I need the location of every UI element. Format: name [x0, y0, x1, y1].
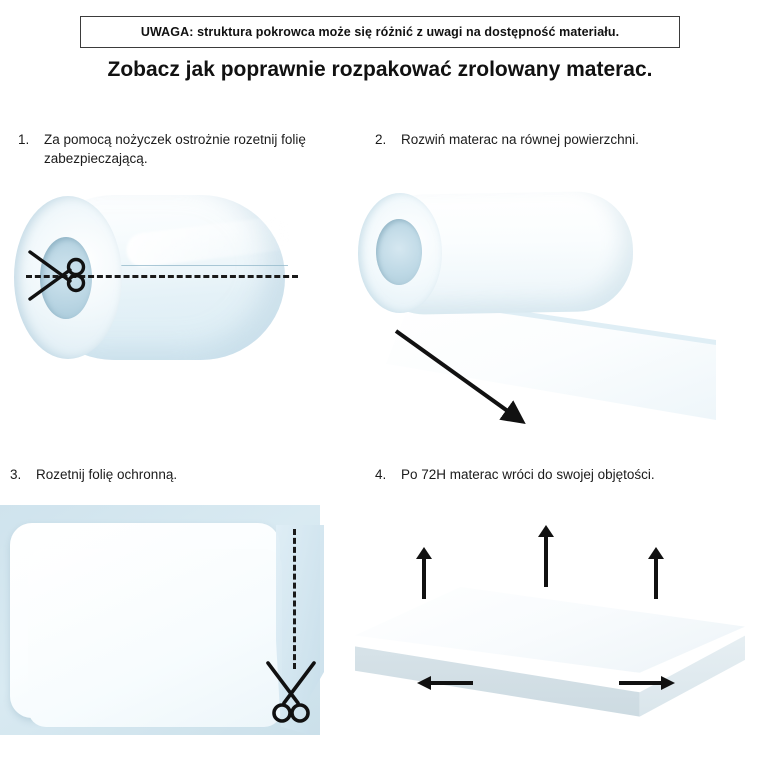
step-3-illustration	[0, 505, 345, 755]
step-1-caption	[18, 130, 348, 168]
step-3-caption	[10, 465, 340, 484]
step-4-text: Po 72H materac wróci do swojej objętości.	[401, 467, 655, 482]
step-3-number: 3.	[10, 467, 22, 482]
step-1-text: Za pomocą nożyczek ostrożnie rozetnij folię zabezpieczającą.	[44, 132, 306, 166]
step-2-caption	[375, 130, 715, 149]
mattress-inner-panel	[28, 549, 282, 727]
arrow-right-icon	[617, 673, 677, 698]
step-2-text: Rozwiń materac na równej powierzchni.	[401, 132, 639, 147]
page-title: Zobacz jak poprawnie rozpakować zrolowany materac.	[107, 58, 653, 81]
scissors-icon	[258, 655, 328, 730]
step-2-number: 2.	[375, 132, 387, 147]
arrow-diagonal-down-icon	[390, 325, 540, 440]
step-4-illustration	[345, 505, 760, 755]
arrow-up-icon	[645, 545, 667, 606]
scissors-icon	[24, 247, 86, 310]
notice-text: UWAGA: struktura pokrowca może się różnić z uwagi na dostępność materiału.	[140, 25, 620, 39]
step-4-caption	[375, 465, 735, 484]
step-1-number: 1.	[18, 132, 30, 147]
roll-core-hole	[376, 219, 422, 285]
arrow-up-icon	[413, 545, 435, 606]
mattress-top-surface	[10, 523, 280, 718]
step-2-illustration	[350, 175, 760, 425]
highlight-sheen	[125, 215, 293, 269]
dashed-cut-line-vertical	[293, 529, 296, 669]
notice-banner	[80, 16, 680, 48]
step-1-illustration	[0, 175, 360, 415]
step-3-text: Rozetnij folię ochronną.	[36, 467, 178, 482]
arrow-up-icon	[535, 523, 557, 594]
step-4-number: 4.	[375, 467, 387, 482]
arrow-left-icon	[415, 673, 475, 698]
